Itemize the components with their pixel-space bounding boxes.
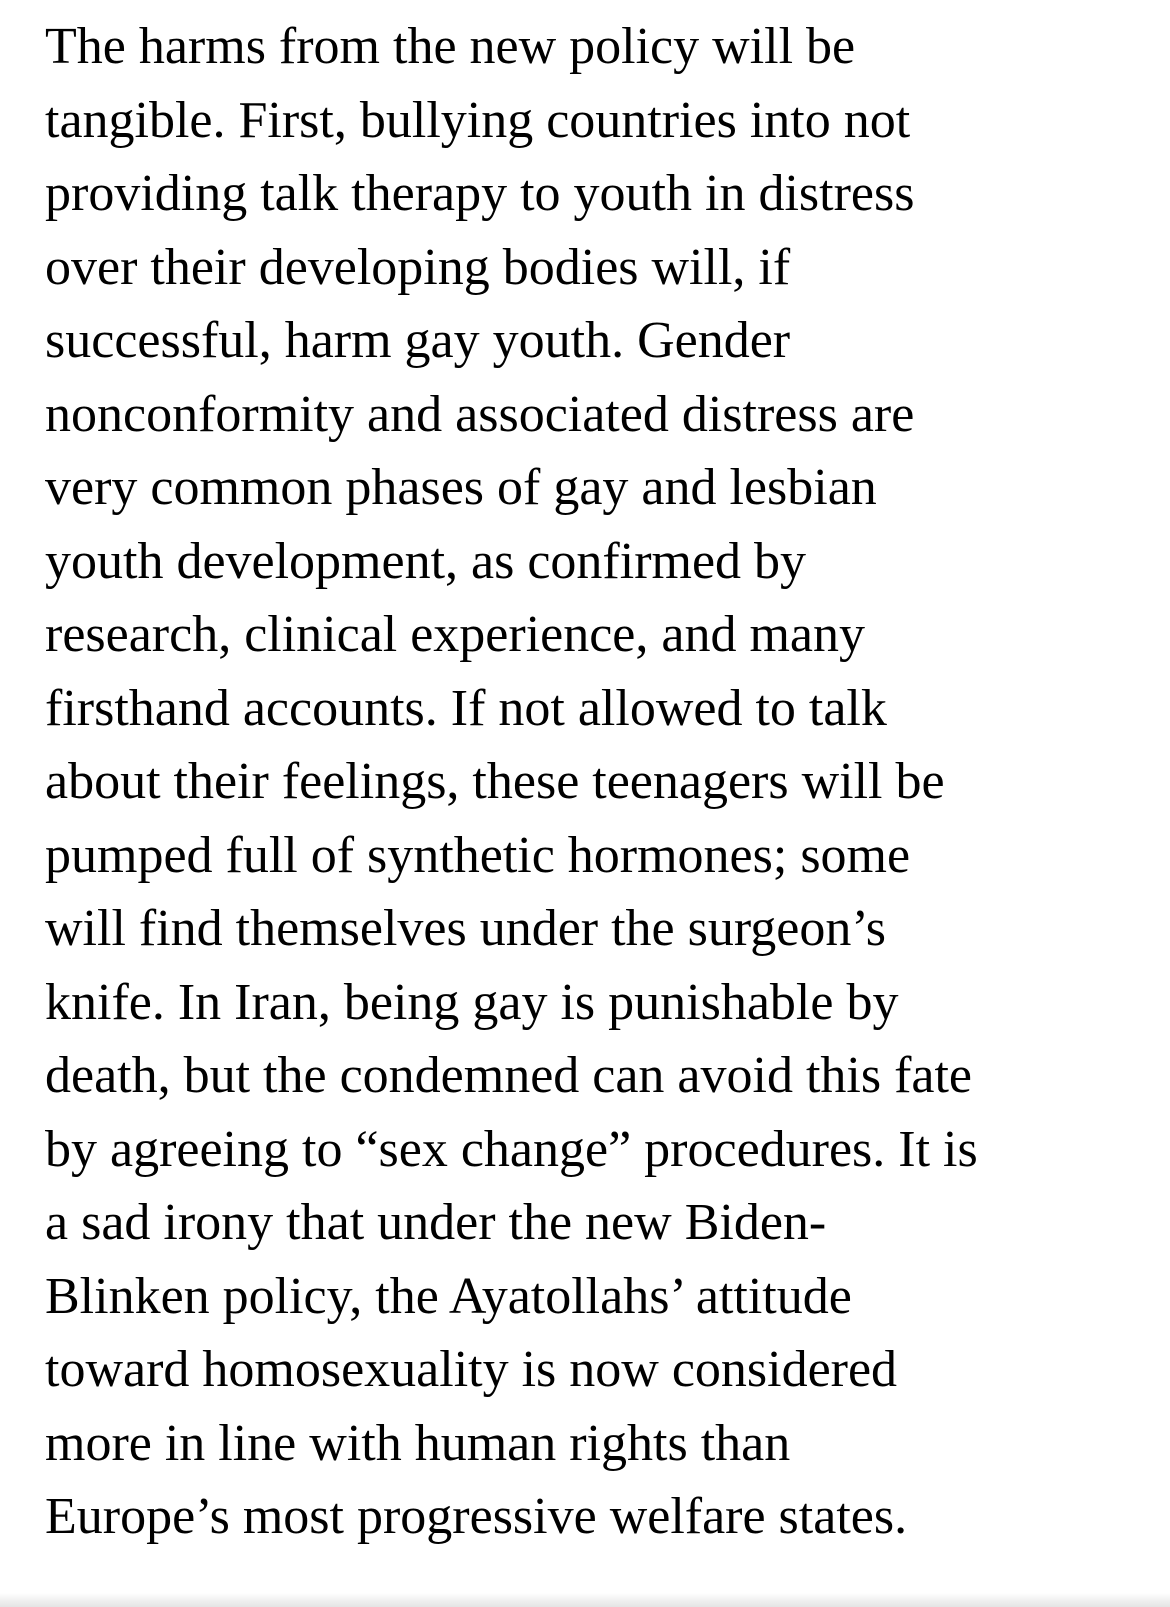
paragraph-line: over their developing bodies will, if (45, 238, 791, 296)
paragraph-line: toward homosexuality is now considered (45, 1341, 898, 1398)
article-paragraph (45, 10, 1155, 1554)
paragraph-line: Blinken policy, the Ayatollahs’ attitude (45, 1267, 852, 1325)
paragraph-line: death, but the condemned can avoid this fate (45, 1047, 973, 1104)
paragraph-line: a sad irony that under the new Biden- (45, 1194, 827, 1251)
paragraph-line: about their feelings, these teenagers will be (45, 753, 945, 810)
paragraph-line: will find themselves under the surgeon’s (45, 900, 887, 957)
paragraph-line: youth development, as confirmed by (45, 532, 807, 590)
paragraph-line: knife. In Iran, being gay is punishable by (45, 973, 899, 1031)
paragraph-line: by agreeing to “sex change” procedures. It is (45, 1120, 978, 1178)
paragraph-line: Europe’s most progressive welfare states. (45, 1488, 908, 1545)
paragraph-line: tangible. First, bullying countries into not (45, 91, 911, 149)
paragraph-line: The harms from the new policy will be (45, 18, 856, 75)
paragraph-line: nonconformity and associated distress are (45, 385, 915, 443)
paragraph-line: firsthand accounts. If not allowed to talk (45, 679, 887, 737)
paragraph-line: research, clinical experience, and many (45, 606, 865, 663)
paragraph-line: successful, harm gay youth. Gender (45, 312, 791, 369)
paragraph-line: more in line with human rights than (45, 1414, 791, 1472)
bottom-edge-shadow (0, 1593, 1170, 1607)
paragraph-line: very common phases of gay and lesbian (45, 459, 877, 516)
paragraph-line: providing talk therapy to youth in distress (45, 165, 915, 222)
paragraph-line: pumped full of synthetic hormones; some (45, 826, 911, 884)
